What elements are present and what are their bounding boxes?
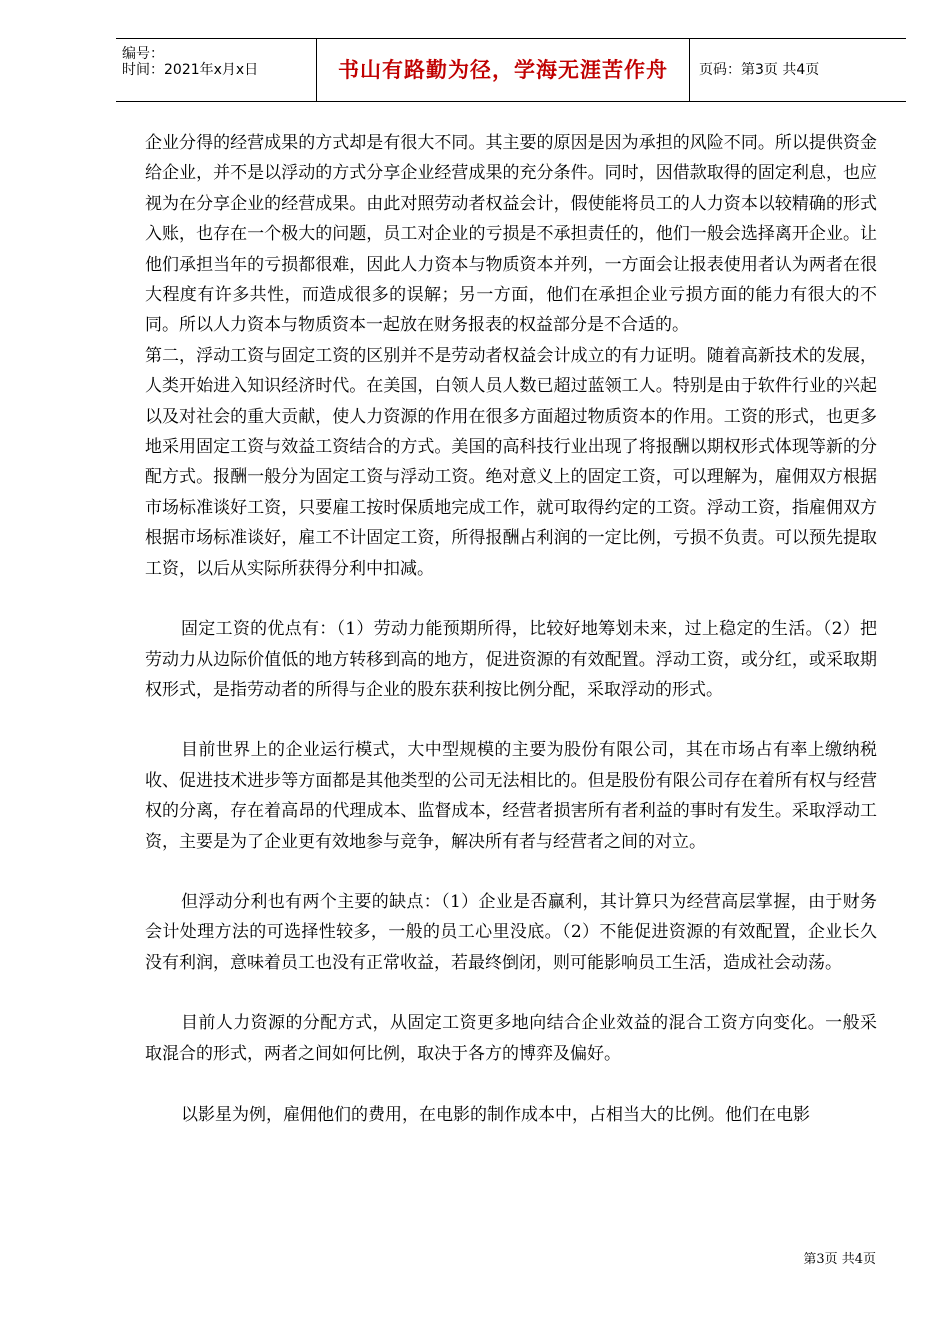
header-page-cell xyxy=(689,39,906,101)
document-body xyxy=(145,128,877,1130)
header-meta xyxy=(116,39,316,101)
header-page-label: 页码：第3页 共4页 xyxy=(699,62,820,78)
paragraph-second-point: 第二，浮动工资与固定工资的区别并不是劳动者权益会计成立的有力证明。随着高新技术的发展，人类开始进入知识经济时代。在美国，白领人员人数已超过蓝领工人。特别是由于软件行业的兴起以及对社会的重大贡献，使人力资源的作用在很多方面超过物质资本的作用。工资的形式，也更多地采用固定工资与效益工资结合的方式。美国的高科技行业出现了将报酬以期权形式体现等新的分配方式。报酬一般分为固定工资与浮动工资。绝对意义上的固定工资，可以理解为，雇佣双方根据市场标准谈好工资，只要雇工按时保质地完成工作，就可取得约定的工资。浮动工资，指雇佣双方根据市场标准谈好，雇工不计固定工资，所得报酬占利润的一定比例，亏损不负责。可以预先提取工资，以后从实际所获得分利中扣减。 xyxy=(145,345,877,579)
page-footer: 第3页 共4页 xyxy=(803,1252,876,1267)
page-header xyxy=(116,38,906,102)
paragraph-fixed-wage-advantages: 固定工资的优点有：（1）劳动力能预期所得，比较好地筹划未来，过上稳定的生活。（2）把劳动力从边际价值低的地方转移到高的地方，促进资源的有效配置。浮动工资，或分红，或采取期权形式，是指劳动者的所得与企业的股东获利按比例分配，采取浮动的形式。 xyxy=(145,619,877,700)
number-label: 编号： xyxy=(122,46,164,62)
paragraph-distribution-trend: 目前人力资源的分配方式，从固定工资更多地向结合企业效益的混合工资方向变化。一般采取混合的形式，两者之间如何比例，取决于各方的博弈及偏好。 xyxy=(145,1013,877,1064)
paragraph-floating-disadvantages: 但浮动分利也有两个主要的缺点：（1）企业是否赢利，其计算只为经营高层掌握，由于财务会计处理方法的可选择性较多，一般的员工心里没底。（2）不能促进资源的有效配置，企业长久没有利润，意味着员工也没有正常收益，若最终倒闭，则可能影响员工生活，造成社会动荡。 xyxy=(145,891,877,973)
header-slogan-cell xyxy=(316,39,690,101)
paragraph-corporate-model: 目前世界上的企业运行模式，大中型规模的主要为股份有限公司，其在市场占有率上缴纳税收、促进技术进步等方面都是其他类型的公司无法相比的。但是股份有限公司存在着所有权与经营权的分离，存在着高昂的代理成本、监督成本，经营者损害所有者利益的事时有发生。采取浮动工资，主要是为了企业更有效地参与竞争，解决所有者与经营者之间的对立。 xyxy=(145,740,877,852)
time-label: 时间：2021年x月x日 xyxy=(122,62,259,78)
paragraph-continued: 企业分得的经营成果的方式却是有很大不同。其主要的原因是因为承担的风险不同。所以提供资金给企业，并不是以浮动的方式分享企业经营成果的充分条件。同时，因借款取得的固定利息，也应视为在分享企业的经营成果。由此对照劳动者权益会计，假使能将员工的人力资本以较精确的形式入账，也存在一个极大的问题，员工对企业的亏损是不承担责任的，他们一般会选择离开企业。让他们承担当年的亏损都很难，因此人力资本与物质资本并列，一方面会让报表使用者认为两者在很大程度有许多共性，而造成很多的误解；另一方面，他们在承担企业亏损方面的能力有很大的不同。所以人力资本与物质资本一起放在财务报表的权益部分是不合适的。 xyxy=(145,133,877,336)
paragraph-movie-star-example: 以影星为例，雇佣他们的费用，在电影的制作成本中，占相当大的比例。他们在电影 xyxy=(181,1104,810,1125)
header-slogan: 书山有路勤为径，学海无涯苦作舟 xyxy=(338,58,668,82)
